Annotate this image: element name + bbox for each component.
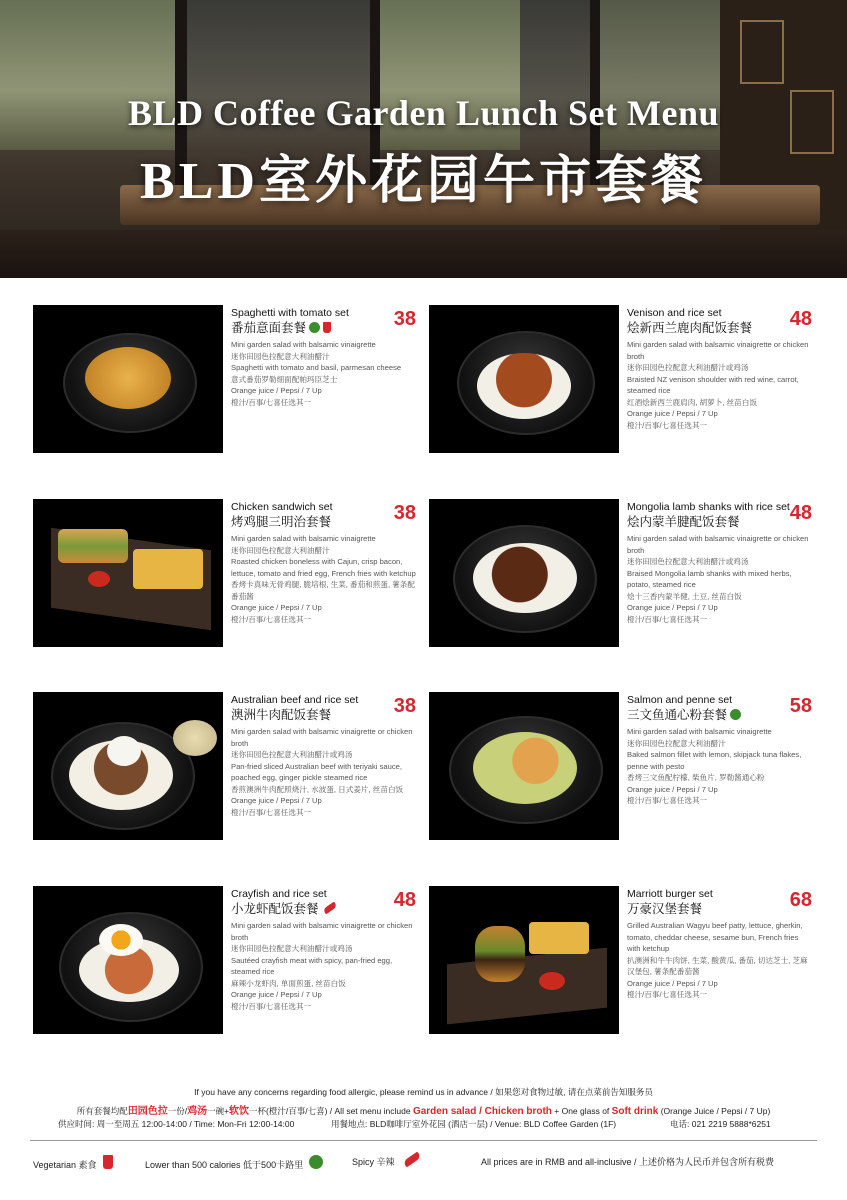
service-info [58, 1118, 798, 1130]
service-hours: 供应时间: 周一至周五 12:00-14:00 / Time: Mon-Fri 12:00-14:00 [58, 1119, 295, 1129]
chili-icon [322, 902, 337, 915]
dish-photo [33, 499, 223, 647]
item-price: 48 [789, 308, 812, 330]
item-description: Mini garden salad with balsamic vinaigrette or chicken broth 迷你田园色拉配意大利油醋汁或鸡汤 Braisted NZ venison shoulder with red wine, carrot, steamed rice 红酒烩新西兰鹿肩肉, 胡萝卜, 丝苗白饭 Orange juice / Pepsi / 7 Up 橙汁/百事/七喜任选其一 [627, 340, 809, 430]
broccoli-icon [309, 1155, 323, 1169]
sandwich-food [58, 529, 128, 563]
item-name-en: Salmon and penne set [627, 694, 733, 706]
item-price: 48 [393, 889, 416, 911]
item-price: 38 [393, 308, 416, 330]
ketchup [539, 972, 565, 990]
salmon-food [473, 732, 577, 804]
item-price: 38 [393, 695, 416, 717]
dish-photo [429, 305, 619, 453]
legend-low-calorie: Lower than 500 calories 低于500卡路里 [145, 1155, 323, 1171]
lattice-detail [740, 20, 784, 84]
item-name-cn: 三文鱼通心粉套餐 [627, 707, 812, 723]
item-price: 48 [789, 502, 812, 524]
dish-photo [33, 305, 223, 453]
item-name-en: Venison and rice set [627, 307, 722, 319]
menu-item-salmon-penne [429, 692, 829, 842]
title-en: BLD Coffee Garden Lunch Set Menu [128, 93, 719, 133]
drink-icon [103, 1155, 113, 1169]
title-cn: BLD室外花园午市套餐 [140, 153, 707, 210]
item-name-en: Mongolia lamb shanks with rice set [627, 501, 790, 513]
venue: 用餐地点: BLD咖啡厅室外花园 (酒店一层) / Venue: BLD Coffee Garden (1F) [331, 1119, 617, 1129]
item-name-cn: 番茄意面套餐 [231, 320, 416, 336]
item-name-cn: 万豪汉堡套餐 [627, 902, 703, 916]
fries-food [133, 549, 203, 589]
menu-item-venison [429, 305, 829, 455]
spaghetti-food [85, 347, 171, 409]
burger-food [475, 926, 525, 982]
item-name-en: Chicken sandwich set [231, 501, 333, 513]
hero-banner [0, 0, 847, 278]
drink-icon [323, 322, 331, 333]
poached-egg [107, 736, 141, 766]
divider [30, 1140, 817, 1141]
item-description: Mini garden salad with balsamic vinaigrette 迷你田园色拉配意大利油醋汁 Spaghetti with tomato and basil, parmesan cheese 意式番茄罗勒细面配帕玛臣芝士 Orange juice / Pepsi / 7 Up 橙汁/百事/七喜任选其一 [231, 340, 402, 407]
ketchup [88, 571, 110, 587]
chili-icon [402, 1151, 421, 1167]
item-price: 38 [393, 502, 416, 524]
phone: 电话: 021 2219 5888*6251 [670, 1119, 771, 1129]
item-description: Grilled Australian Wagyu beef patty, lettuce, gherkin, tomato, cheddar cheese, sesame bun, French fries with ketchup 扒澳洲和牛牛肉饼, 生菜, 酸黄瓜, 番茄, 切达芝士, 芝麻汉堡包, 薯条配番茄酱 Orange juice / Pepsi / 7 Up 橙汁/百事/七喜任选其一 [627, 921, 808, 999]
item-description: Mini garden salad with balsamic vinaigrette 迷你田园色拉配意大利油醋汁 Baked salmon fillet with lemon, skipjack tuna flakes, penne with pesto 香烤三文鱼配柠檬, 柴鱼片, 罗勒酱通心粉 Orange juice / Pepsi / 7 Up 橙汁/百事/七喜任选其一 [627, 727, 802, 805]
dish-photo [429, 499, 619, 647]
dish-photo [429, 692, 619, 840]
menu-item-chicken-sandwich [33, 499, 433, 649]
allergy-note: If you have any concerns regarding food allergic, please remind us in advance / 如果您对食物过敏, 请在点菜前告知服务员 [194, 1087, 653, 1097]
legend-spicy: Spicy 辛辣 [352, 1155, 421, 1168]
floor [0, 230, 847, 278]
item-name-cn: 小龙虾配饭套餐 [231, 901, 416, 917]
item-name-en: Marriott burger set [627, 888, 713, 900]
broccoli-icon [309, 322, 320, 333]
item-price: 68 [789, 889, 812, 911]
item-description: Mini garden salad with balsamic vinaigrette or chicken broth 迷你田园色拉配意大利油醋汁或鸡汤 Sautéed crayfish meat with spicy, pan-fried egg, steamed rice 麻辣小龙虾肉, 单面煎蛋, 丝苗白饭 Orange juice / Pepsi / 7 Up 橙汁/百事/七喜任选其一 [231, 921, 413, 1011]
item-name-cn: 澳洲牛肉配饭套餐 [231, 708, 332, 722]
item-description: Mini garden salad with balsamic vinaigrette or chicken broth 迷你田园色拉配意大利油醋汁或鸡汤 Pan-fried sliced Australian beef with teriyaki sauce, poached egg, ginger pickle steamed rice 香煎澳洲牛肉配照烧汁, 水波蛋, 日式姜片, 丝苗白饭 Orange juice / Pepsi / 7 Up 橙汁/百事/七喜任选其一 [231, 727, 413, 817]
legend-vegetarian: Vegetarian 素食 [33, 1155, 113, 1171]
menu-item-australian-beef [33, 692, 433, 842]
item-name-en: Crayfish and rice set [231, 888, 327, 900]
lamb-food [473, 543, 577, 613]
item-name-cn: 烩内蒙羊腱配饭套餐 [627, 515, 740, 529]
item-price: 58 [789, 695, 812, 717]
menu-item-spaghetti [33, 305, 433, 455]
menu-item-marriott-burger [429, 886, 829, 1036]
item-description: Mini garden salad with balsamic vinaigrette or chicken broth 迷你田园色拉配意大利油醋汁或鸡汤 Braised Mongolia lamb shanks with mixed herbs, potato, steamed rice 烩十三香内蒙羊健, 土豆, 丝苗白饭 Orange juice / Pepsi / 7 Up 橙汁/百事/七喜任选其一 [627, 534, 809, 624]
set-includes-note: 所有套餐均配田园色拉一份/鸡汤一碗+软饮一杯(橙汁/百事/七喜) / All set menu include Garden salad / Chicken broth + One glass of Soft drink (Orange Juice / Pepsi / 7 Up) [76, 1106, 771, 1117]
item-name-cn: 烩新西兰鹿肉配饭套餐 [627, 321, 753, 335]
broccoli-icon [730, 709, 741, 720]
dish-photo [33, 886, 223, 1034]
menu-item-crayfish [33, 886, 433, 1036]
menu-item-lamb-shanks [429, 499, 829, 649]
fries-food [529, 922, 589, 954]
slate-board [447, 948, 607, 1025]
prices-note: All prices are in RMB and all-inclusive / 上述价格为人民币并包含所有税费 [481, 1157, 775, 1167]
item-name-en: Australian beef and rice set [231, 694, 359, 706]
item-description: Mini garden salad with balsamic vinaigrette 迷你田园色拉配意大利油醋汁 Roasted chicken boneless with Cajun, crisp bacon, lettuce, tomato and fried egg, French fries with ketchup 香烤卡真味无骨鸡腿, 脆培根, 生菜, 番茄和煎蛋, 薯条配番茄酱 Orange juice / Pepsi / 7 Up 橙汁/百事/七喜任选其一 [231, 534, 416, 624]
venison-food [477, 353, 571, 419]
dish-photo [429, 886, 619, 1034]
dish-photo [33, 692, 223, 840]
item-name-cn: 烤鸡腿三明治套餐 [231, 515, 332, 529]
soup-bowl [173, 720, 217, 756]
fried-egg [99, 924, 143, 956]
item-name-en: Spaghetti with tomato set [231, 307, 349, 319]
